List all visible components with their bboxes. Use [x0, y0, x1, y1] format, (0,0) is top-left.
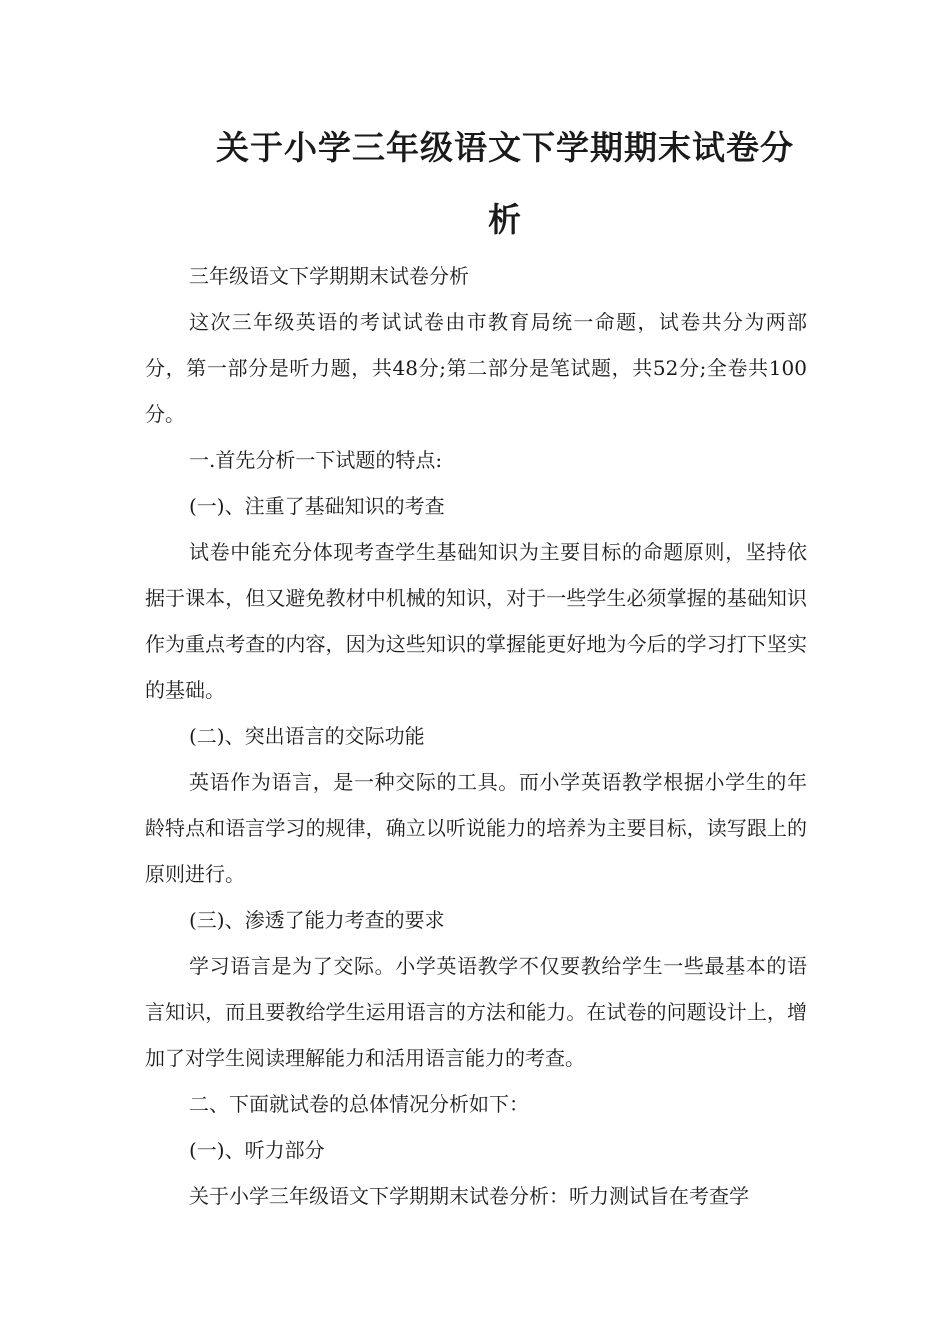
paragraph-listening: 关于小学三年级语文下学期期末试卷分析：听力测试旨在考查学	[189, 1184, 749, 1208]
subsection-heading-1-1: (一)、注重了基础知识的考查	[189, 494, 445, 518]
paragraph-ability: 学习语言是为了交际。小学英语教学不仅要教给学生一些最基本的语言知识，而且要教给学生运用语言的方法和能力。在试卷的问题设计上，增加了对学生阅读理解能力和活用语言能力的考查。	[145, 954, 807, 1070]
paragraph-subtitle: 三年级语文下学期期末试卷分析	[189, 264, 469, 288]
section-heading-1: 一.首先分析一下试题的特点:	[189, 448, 443, 472]
subsection-heading-1-2: (二)、突出语言的交际功能	[189, 724, 425, 748]
paragraph-basic-knowledge: 试卷中能充分体现考查学生基础知识为主要目标的命题原则，坚持依据于课本，但又避免教材中机械的知识，对于一些学生必须掌握的基础知识作为重点考查的内容，因为这些知识的掌握能更好地为今后的学习打下坚实的基础。	[145, 540, 807, 702]
paragraph-communication: 英语作为语言，是一种交际的工具。而小学英语教学根据小学生的年龄特点和语言学习的规律，确立以听说能力的培养为主要目标，读写跟上的原则进行。	[145, 770, 807, 886]
subsection-heading-2-1: (一)、听力部分	[189, 1138, 325, 1162]
subsection-heading-1-3: (三)、渗透了能力考查的要求	[189, 908, 445, 932]
document-body	[145, 253, 807, 1219]
document-title: 关于小学三年级语文下学期期末试卷分析	[216, 128, 794, 239]
section-heading-2: 二、下面就试卷的总体情况分析如下：	[189, 1092, 529, 1116]
paragraph-intro: 这次三年级英语的考试试卷由市教育局统一命题，试卷共分为两部分，第一部分是听力题，共48分;第二部分是笔试题，共52分;全卷共100分。	[145, 310, 807, 426]
